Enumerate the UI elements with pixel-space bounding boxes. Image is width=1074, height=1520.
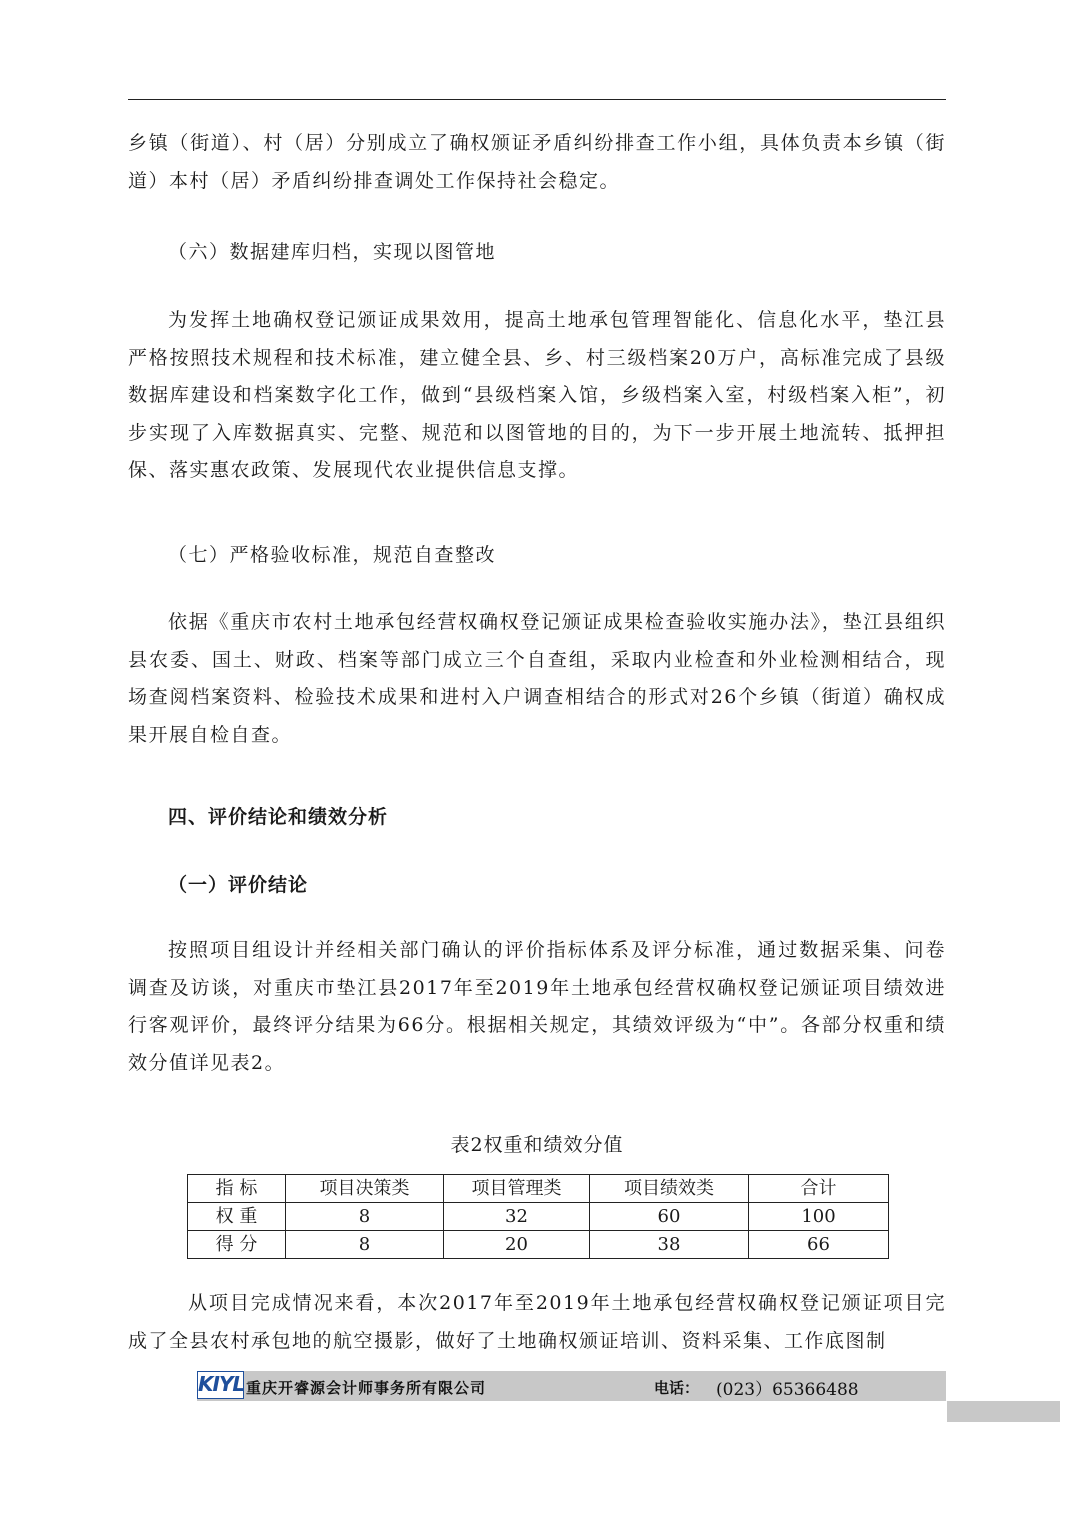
table-cell: 32 bbox=[444, 1203, 590, 1231]
heading-evaluation-conclusion: （一）评价结论 bbox=[168, 874, 309, 896]
table-cell: 8 bbox=[286, 1231, 444, 1259]
table-cell: 权 重 bbox=[188, 1203, 286, 1231]
table-row bbox=[188, 1231, 889, 1259]
table-cell: 66 bbox=[749, 1231, 889, 1259]
paragraph-database-archiving: 为发挥土地确权登记颁证成果效用，提高土地承包管理智能化、信息化水平，垫江县严格按照技术规程和技术标准，建立健全县、乡、村三级档案20万户，高标准完成了县级数据库建设和档案数字化工作，做到“县级档案入馆，乡级档案入室，村级档案入柜”，初步实现了入库数据真实、完整、规范和以图管地的目的，为下一步开展土地流转、抵押担保、落实惠农政策、发展现代农业提供信息支撑。 bbox=[128, 309, 946, 481]
paragraph-evaluation-result: 按照项目组设计并经相关部门确认的评价指标体系及评分标准，通过数据采集、问卷调查及访谈，对重庆市垫江县2017年至2019年土地承包经营权确权登记颁证项目绩效进行客观评价，最终评分结果为66分。根据相关规定，其绩效评级为“中”。各部分权重和绩效分值详见表2。 bbox=[128, 939, 946, 1074]
footer-company-name: 重庆开睿源会计师事务所有限公司 bbox=[246, 1379, 487, 1397]
table-cell: 20 bbox=[444, 1231, 590, 1259]
company-logo: KIYL bbox=[197, 1371, 244, 1399]
paragraph-dispute-groups: 乡镇（街道）、村（居）分别成立了确权颁证矛盾纠纷排查工作小组，具体负责本乡镇（街道）本村（居）矛盾纠纷排查调处工作保持社会稳定。 bbox=[128, 132, 946, 192]
table-row bbox=[188, 1203, 889, 1231]
table-header-row bbox=[188, 1175, 889, 1203]
paragraph-project-completion: 从项目完成情况来看，本次2017年至2019年土地承包经营权确权登记颁证项目完成了全县农村承包地的航空摄影，做好了土地确权颁证培训、资料采集、工作底图制 bbox=[128, 1292, 946, 1352]
table-header-cell: 指 标 bbox=[188, 1175, 286, 1203]
heading-section-6: （六）数据建库归档，实现以图管地 bbox=[168, 241, 497, 263]
header-rule bbox=[128, 99, 946, 100]
paragraph-acceptance-standards: 依据《重庆市农村土地承包经营权确权登记颁证成果检查验收实施办法》，垫江县组织县农委、国土、财政、档案等部门成立三个自查组，采取内业检查和外业检测相结合，现场查阅档案资料、检验技术成果和进村入户调查相结合的形式对26个乡镇（街道）确权成果开展自检自查。 bbox=[128, 611, 946, 746]
weights-scores-table bbox=[187, 1174, 889, 1259]
heading-section-7: （七）严格验收标准，规范自查整改 bbox=[168, 544, 497, 566]
table-cell: 得 分 bbox=[188, 1231, 286, 1259]
heading-chapter-4: 四、评价结论和绩效分析 bbox=[168, 806, 389, 828]
table-header-cell: 项目绩效类 bbox=[590, 1175, 749, 1203]
table-cell: 100 bbox=[749, 1203, 889, 1231]
footer-phone-number: (023）65366488 bbox=[716, 1380, 859, 1400]
table-caption: 表2权重和绩效分值 bbox=[450, 1134, 624, 1156]
table-cell: 8 bbox=[286, 1203, 444, 1231]
footer-tab bbox=[947, 1401, 1060, 1422]
footer-phone-label: 电话： bbox=[654, 1379, 700, 1397]
table-cell: 60 bbox=[590, 1203, 749, 1231]
table-cell: 38 bbox=[590, 1231, 749, 1259]
table-header-cell: 项目决策类 bbox=[286, 1175, 444, 1203]
table-header-cell: 项目管理类 bbox=[444, 1175, 590, 1203]
table-header-cell: 合计 bbox=[749, 1175, 889, 1203]
